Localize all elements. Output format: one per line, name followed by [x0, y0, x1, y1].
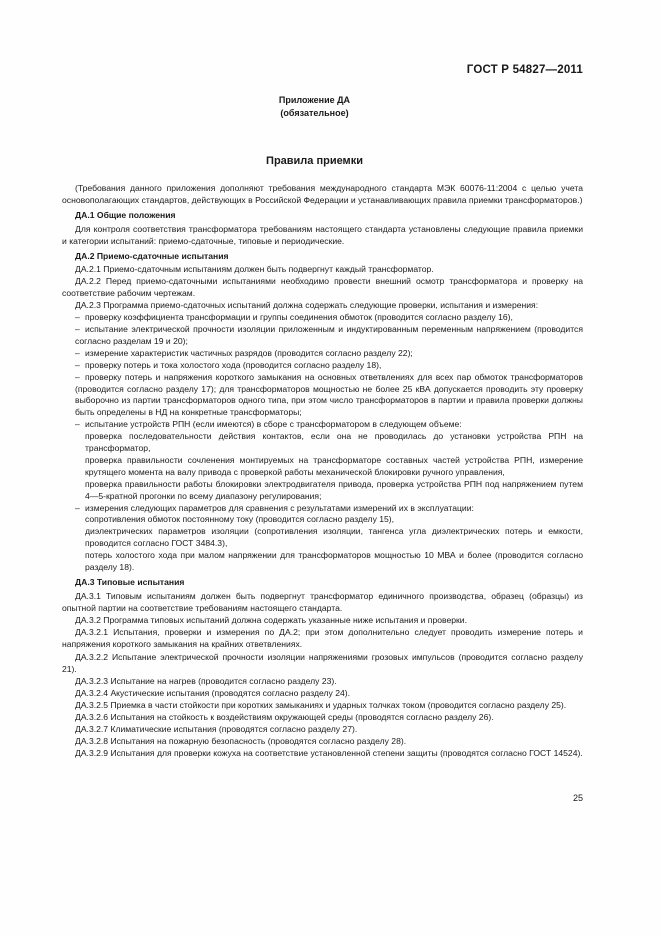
sub-list-item: проверка правильности работы блокировки электродвигателя привода, проверка устройства РПН под напряжением путем 4—5-кратной прогонки по всему диапазону регулирования;: [85, 478, 583, 501]
main-title: Правила приемки: [266, 155, 363, 167]
sub-list-item: сопротивления обмоток постоянному току (проводится согласно разделу 15),: [85, 514, 395, 525]
dash-marker: –: [75, 347, 80, 358]
paragraph: ДА.3.2 Программа типовых испытаний должна содержать указанные ниже испытания и проверки.: [75, 614, 467, 625]
dash-marker: –: [75, 371, 80, 382]
paragraph: ДА.3.2.4 Акустические испытания (проводятся согласно разделу 24).: [75, 688, 351, 699]
paragraph: ДА.3.2.5 Приемка в части стойкости при коротких замыканиях и ударных толчках током (проводится согласно разделу 25).: [75, 700, 567, 711]
list-item-text: испытание электрической прочности изоляции приложенным и индуктированным переменным напряжением (проводится согласно разделам 19 и 20);: [75, 323, 583, 346]
list-item-text: измерение характеристик частичных разрядов (проводится согласно разделу 22);: [85, 347, 413, 358]
paragraph: ДА.3.2.7 Климатические испытания (проводятся согласно разделу 27).: [75, 723, 358, 734]
paragraph: ДА.3.1 Типовым испытаниям должен быть подвергнут трансформатор единичного производства, образец (образцы) из опытной партии на соответствие требованиям настоящего стандарта.: [62, 590, 583, 613]
section-heading-da1: ДА.1 Общие положения: [75, 209, 176, 220]
list-item-text: проверку потерь и тока холостого хода (проводится согласно разделу 18),: [85, 359, 382, 370]
list-item: [62, 348, 583, 360]
paragraph: ДА.2.3 Программа приемо-сдаточных испытаний должна содержать следующие проверки, испытания и измерения:: [75, 300, 539, 311]
paragraph: ДА.3.2.2 Испытание электрической прочности изоляции напряжениями грозовых импульсов (проводится согласно разделу 21).: [62, 652, 583, 675]
paragraph: ДА.3.2.1 Испытания, проверки и измерения по ДА.2; при этом дополнительно следует проводить измерение потерь и напряжения короткого замыкания на крайних ответвлениях.: [62, 626, 583, 649]
appendix-note: (обязательное): [280, 108, 349, 118]
paragraph: ДА.3.2.9 Испытания для проверки кожуха на соответствие установленной степени защиты (проводятся согласно ГОСТ 14524).: [75, 747, 583, 758]
dash-marker: –: [75, 323, 80, 334]
section-heading-da3: ДА.3 Типовые испытания: [75, 577, 185, 587]
section-heading-da2: ДА.2 Приемо-сдаточные испытания: [75, 250, 229, 261]
page-number: 25: [572, 793, 583, 803]
list-item-text: проверку потерь и напряжения короткого замыкания на основных ответвлениях для всех пар обмоток трансформаторов (проводится согласно разделу 17); для трансформаторов мощностью не более 25 кВА допускается проводить эту проверку выборочно из партии трансформаторов одного типа, при этом число трансформаторов в партии и правила проверки должны быть определены в НД на конкретные трансформаторы;: [75, 371, 583, 418]
paragraph: ДА.3.2.6 Испытания на стойкость к воздействиям окружающей среды (проводятся согласно разделу 26).: [75, 711, 494, 722]
appendix-title: Приложение ДА: [278, 95, 351, 105]
dash-marker: –: [75, 419, 80, 430]
standard-designation: ГОСТ Р 54827—2011: [466, 64, 583, 76]
paragraph: Для контроля соответствия трансформатора требованиям настоящего стандарта установлены следующие правила приемки и категории испытаний: приемо-сдаточные, типовые и периодические.: [62, 223, 583, 246]
list-item: [62, 372, 583, 420]
list-item-text: испытание устройств РПН (если имеются) в сборе с трансформатором в следующем объеме:: [85, 419, 462, 430]
list-item: [62, 324, 583, 348]
intro-paragraph: (Требования данного приложения дополняют требования международного стандарта МЭК 60076-11:2004 с целью учета основополагающих стандартов, действующих в Российской Федерации и устанавливающих правила приемки трансформаторов.): [62, 183, 583, 205]
paragraph: ДА.3.2.8 Испытания на пожарную безопасность (проводятся согласно разделу 28).: [75, 735, 407, 746]
sub-list-item: проверка последовательности действия контактов, если она не проводилась до установки устройства РПН на трансформатор,: [85, 431, 583, 454]
dash-marker: –: [75, 312, 80, 323]
dash-marker: –: [75, 502, 80, 513]
sub-list-item: диэлектрических параметров изоляции (сопротивления изоляции, тангенса угла диэлектрических потерь и емкости, проводится согласно ГОСТ 3484.3),: [85, 526, 583, 549]
dash-marker: –: [75, 359, 80, 370]
paragraph: ДА.3.2.3 Испытание на нагрев (проводится согласно разделу 23).: [75, 676, 337, 687]
sub-list-item: проверка правильности сочленения монтируемых на трансформаторе составных частей устройства РПН, измерение крутящего момента на валу привода с проверкой работы механической блокировки ручного управления,: [85, 454, 583, 477]
list-item-text: проверку коэффициента трансформации и группы соединения обмоток (проводится согласно разделу 16),: [85, 312, 513, 323]
list-item: [62, 503, 583, 515]
list-item-text: измерения следующих параметров для сравнения с результатами измерений их в эксплуатации:: [85, 502, 474, 513]
paragraph: ДА.2.2 Перед приемо-сдаточными испытаниями необходимо провести внешний осмотр трансформатора и проверку на соответствие рабочим чертежам.: [62, 276, 583, 299]
paragraph: ДА.2.1 Приемо-сдаточным испытаниям должен быть подвергнут каждый трансформатор.: [75, 264, 434, 275]
list-item: [62, 360, 583, 372]
document-body: [62, 183, 583, 760]
list-item: [62, 312, 583, 324]
sub-list-item: потерь холостого хода при малом напряжении для трансформаторов мощностью 10 МВА и более (проводится согласно разделу 18).: [85, 550, 583, 573]
list-item: [62, 419, 583, 431]
appendix-heading: [0, 94, 629, 120]
